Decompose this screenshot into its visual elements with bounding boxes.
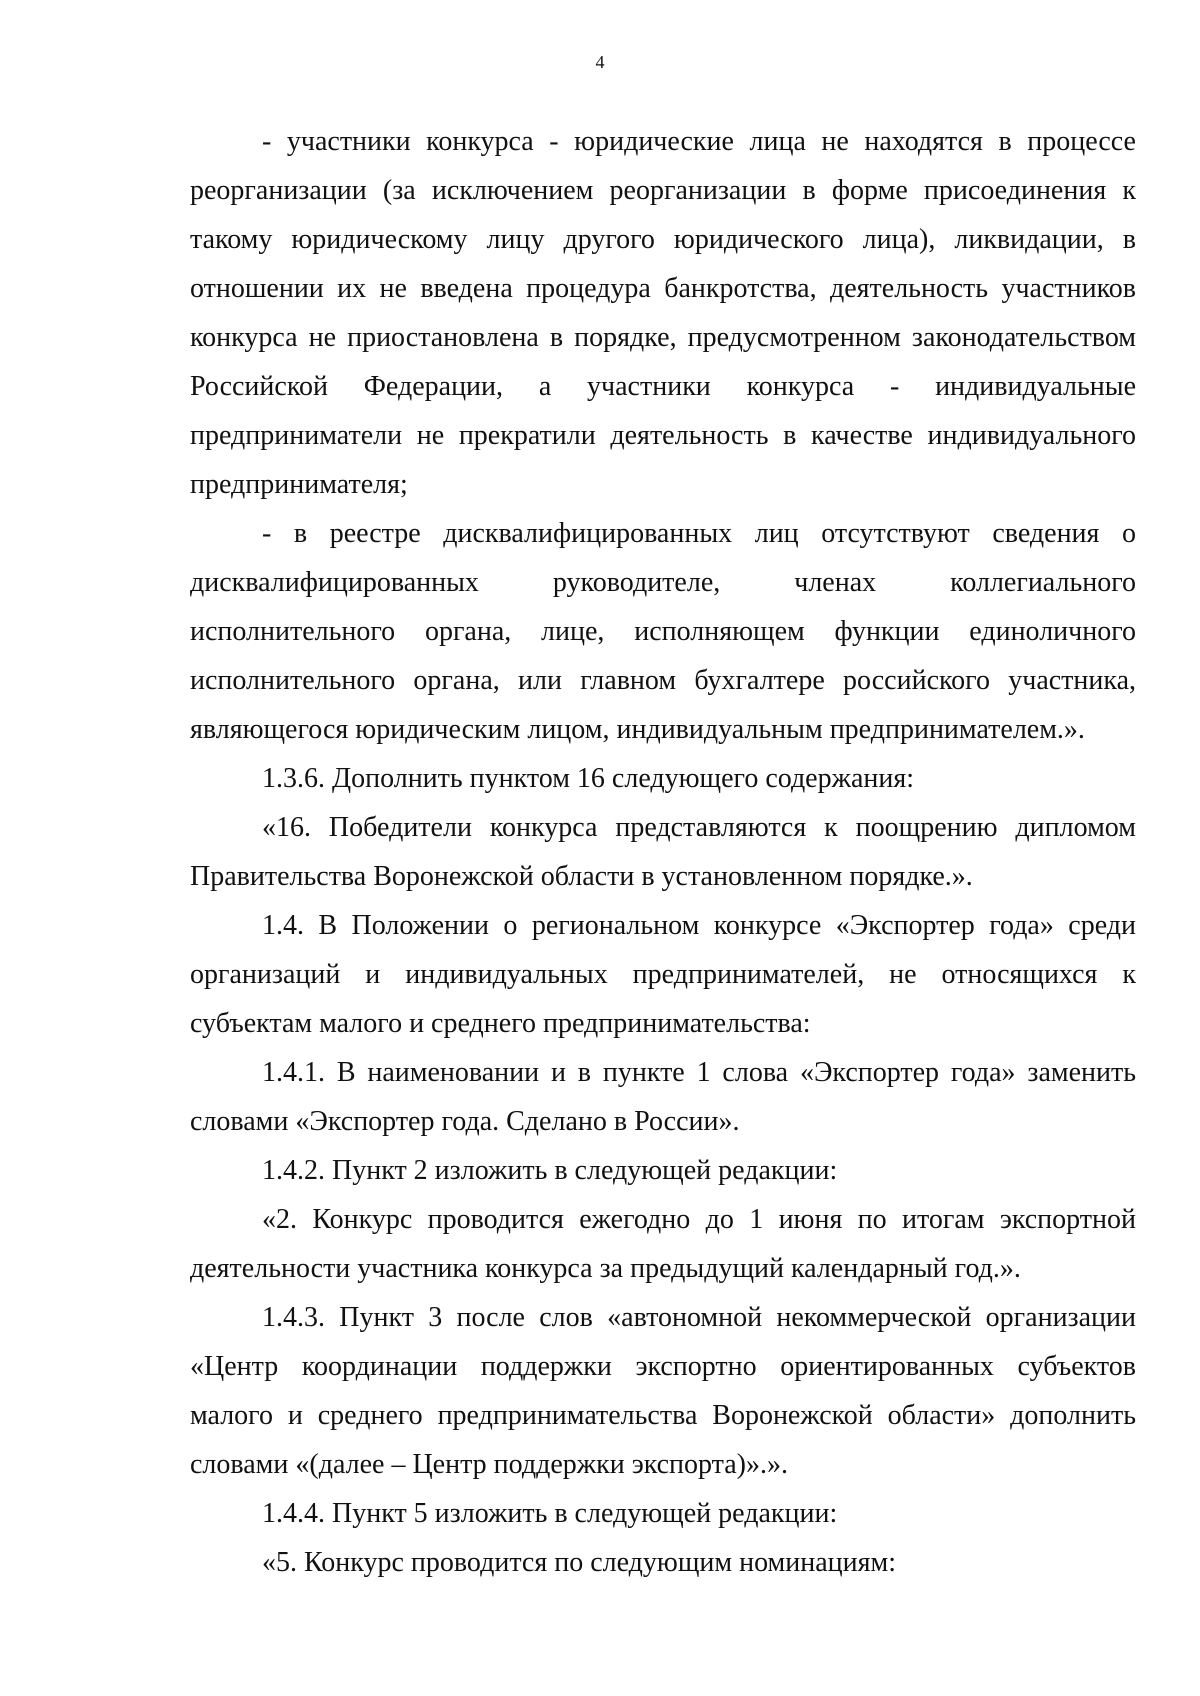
paragraph-item-1-4-3: 1.4.3. Пункт 3 после слов «автономной некоммерческой организации «Центр координации поддержки экспортно ориентированных субъектов малого и среднего предпринимательства Воронежской области» дополнить словами «(далее – Центр поддержки экспорта)».».: [190, 1302, 1136, 1480]
paragraph-item-1-4-4: 1.4.4. Пункт 5 изложить в следующей редакции:: [262, 1498, 838, 1529]
paragraph-item-1-4-1: 1.4.1. В наименовании и в пункте 1 слова «Экспортер года» заменить словами «Экспортер года. Сделано в России».: [190, 1057, 1136, 1137]
paragraph-item-1-4: 1.4. В Положении о региональном конкурсе «Экспортер года» среди организаций и индивидуальных предпринимателей, не относящихся к субъектам малого и среднего предпринимательства:: [190, 910, 1136, 1039]
paragraph-item-1-4-2: 1.4.2. Пункт 2 изложить в следующей редакции:: [262, 1155, 838, 1186]
document-body: [190, 117, 1136, 1587]
page-number: 4: [595, 52, 605, 72]
paragraph-disqualified-registry: - в реестре дисквалифицированных лиц отсутствуют сведения о дисквалифицированных руководителе, членах коллегиального исполнительного органа, лице, исполняющем функции единоличного исполнительного органа, или главном бухгалтере российского участника, являющегося юридическим лицом, индивидуальным предпринимателем.».: [190, 518, 1136, 745]
paragraph-item-1-3-6: 1.3.6. Дополнить пунктом 16 следующего содержания:: [262, 763, 915, 794]
paragraph-participants-legal-status: - участники конкурса - юридические лица не находятся в процессе реорганизации (за исключением реорганизации в форме присоединения к такому юридическому лицу другого юридического лица), ликвидации, в отношении их не введена процедура банкротства, деятельность участников конкурса не приостановлена в порядке, предусмотренном законодательством Российской Федерации, а участники конкурса - индивидуальные предприниматели не прекратили деятельность в качестве индивидуального предпринимателя;: [190, 126, 1136, 500]
paragraph-item-5-nominations: «5. Конкурс проводится по следующим номинациям:: [262, 1547, 897, 1578]
paragraph-item-2-schedule: «2. Конкурс проводится ежегодно до 1 июня по итогам экспортной деятельности участника конкурса за предыдущий календарный год.».: [190, 1204, 1136, 1284]
paragraph-item-16-winners: «16. Победители конкурса представляются к поощрению дипломом Правительства Воронежской области в установленном порядке.».: [190, 812, 1136, 892]
